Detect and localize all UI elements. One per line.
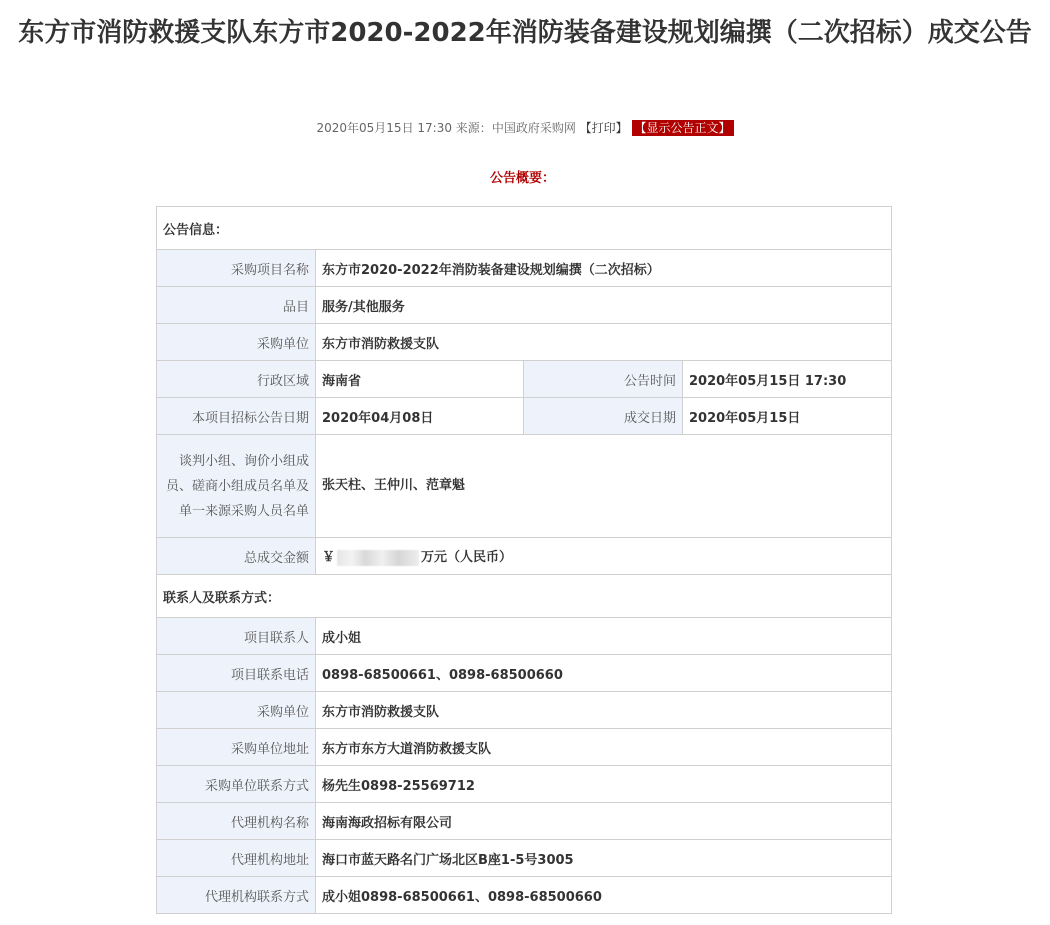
table-row (157, 361, 892, 398)
agency-address-label: 代理机构地址 (157, 840, 316, 877)
agency-name-label: 代理机构名称 (157, 803, 316, 840)
summary-heading: 公告概要： (489, 171, 555, 186)
purchaser-address-label: 采购单位地址 (157, 729, 316, 766)
table-row (157, 692, 892, 729)
show-full-text-button[interactable]: 【显示公告正文】 (632, 120, 734, 136)
category-value: 服务/其他服务 (316, 287, 892, 324)
section-label-contacts: 联系人及联系方式： (157, 575, 892, 618)
section-label-announcement: 公告信息： (157, 207, 892, 250)
purchaser-address-value: 东方市东方大道消防救援支队 (316, 729, 892, 766)
table-row (157, 618, 892, 655)
purchaser-label: 采购单位 (157, 324, 316, 361)
category-label: 品目 (157, 287, 316, 324)
table-row (157, 287, 892, 324)
announce-time-value: 2020年05月15日 17:30 (683, 361, 892, 398)
source-name: 中国政府采购网 (491, 121, 576, 135)
deal-date-label: 成交日期 (524, 398, 683, 435)
agency-name-value: 海南海政招标有限公司 (316, 803, 892, 840)
page-title: 东方市消防救援支队东方市2020-2022年消防装备建设规划编撰（二次招标）成交公告 (18, 18, 1032, 48)
purchaser-value: 东方市消防救援支队 (316, 324, 892, 361)
panel-members-label: 谈判小组、询价小组成员、磋商小组成员名单及单一来源采购人员名单 (157, 435, 316, 538)
contact-purchaser-value: 东方市消防救援支队 (316, 692, 892, 729)
project-phone-label: 项目联系电话 (157, 655, 316, 692)
publish-datetime: 2020年05月15日 17:30 (316, 121, 452, 135)
table-row (157, 398, 892, 435)
table-row (157, 324, 892, 361)
agency-contact-label: 代理机构联系方式 (157, 877, 316, 914)
region-label: 行政区域 (157, 361, 316, 398)
purchaser-contact-value: 杨先生0898-25569712 (316, 766, 892, 803)
region-value: 海南省 (316, 361, 524, 398)
table-row (157, 250, 892, 287)
amount-currency-symbol: ￥ (322, 550, 336, 566)
total-amount-value (316, 538, 892, 575)
source-label: 来源： (455, 121, 492, 135)
table-row (157, 655, 892, 692)
table-row (157, 729, 892, 766)
announcement-table (156, 206, 892, 914)
table-row (157, 766, 892, 803)
table-row (157, 538, 892, 575)
announce-time-label: 公告时间 (524, 361, 683, 398)
section-row-contacts (157, 575, 892, 618)
panel-members-value: 张天柱、王仲川、范章魁 (316, 435, 892, 538)
contact-purchaser-label: 采购单位 (157, 692, 316, 729)
section-row-announcement (157, 207, 892, 250)
table-row (157, 877, 892, 914)
table-row (157, 435, 892, 538)
project-name-label: 采购项目名称 (157, 250, 316, 287)
total-amount-label: 总成交金额 (157, 538, 316, 575)
project-phone-value: 0898-68500661、0898-68500660 (316, 655, 892, 692)
project-contact-value: 成小姐 (316, 618, 892, 655)
agency-address-value: 海口市蓝天路名门广场北区B座1-5号3005 (316, 840, 892, 877)
project-name-value: 东方市2020-2022年消防装备建设规划编撰（二次招标） (316, 250, 892, 287)
print-link[interactable]: 【打印】 (579, 121, 628, 135)
announcement-meta (0, 119, 1050, 137)
agency-contact-value: 成小姐0898-68500661、0898-68500660 (316, 877, 892, 914)
tender-date-value: 2020年04月08日 (316, 398, 524, 435)
redacted-amount (337, 550, 419, 566)
project-contact-label: 项目联系人 (157, 618, 316, 655)
purchaser-contact-label: 采购单位联系方式 (157, 766, 316, 803)
tender-date-label: 本项目招标公告日期 (157, 398, 316, 435)
deal-date-value: 2020年05月15日 (683, 398, 892, 435)
table-row (157, 840, 892, 877)
amount-unit: 万元（人民币） (421, 550, 513, 566)
table-row (157, 803, 892, 840)
